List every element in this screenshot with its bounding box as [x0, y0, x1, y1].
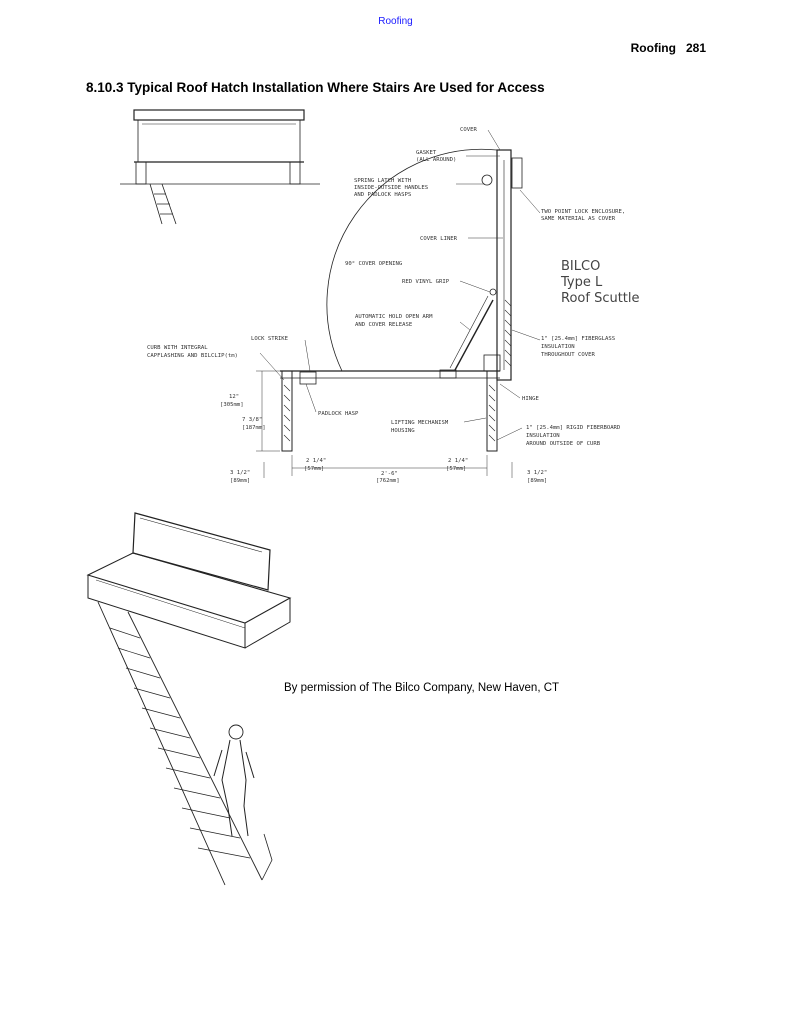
brand-line-2: Type L: [561, 275, 603, 290]
label-twopoint-1: TWO POINT LOCK ENCLOSURE,: [541, 209, 626, 215]
label-opening: 90° COVER OPENING: [345, 261, 403, 267]
page-number: 281: [685, 41, 706, 55]
label-curb-1: CURB WITH INTEGRAL: [147, 345, 208, 351]
dimension-labels: [220, 394, 547, 484]
dim-214r-2: [57mm]: [446, 466, 467, 472]
label-rigid-2: INSULATION: [526, 433, 560, 439]
dim-214l-1: 2 1/4": [306, 458, 327, 464]
label-lock-strike: LOCK STRIKE: [251, 336, 289, 342]
dim-312r-2: [89mm]: [527, 478, 548, 484]
running-head-section: Roofing: [630, 41, 676, 55]
label-twopoint-2: SAME MATERIAL AS COVER: [541, 216, 616, 222]
dimension-lines: [256, 371, 512, 478]
dim-214r-1: 2 1/4": [448, 458, 469, 464]
isometric-hatch: [88, 513, 290, 885]
drawing-labels: [147, 127, 640, 447]
label-curb-2: CAPFLASHING AND BILCLIP(tm): [147, 353, 238, 359]
dim-312r-1: 3 1/2": [527, 470, 548, 476]
dim-12-1: 12": [229, 394, 240, 400]
label-rigid-3: AROUND OUTSIDE OF CURB: [526, 441, 601, 447]
label-padlock: PADLOCK HASP: [318, 411, 359, 417]
section-title: 8.10.3 Typical Roof Hatch Installation Where Stairs Are Used for Access: [86, 80, 545, 95]
label-spring-1: SPRING LATCH WITH: [354, 178, 412, 184]
dim-312l-1: 3 1/2": [230, 470, 251, 476]
label-spring-2: INSIDE-OUTSIDE HANDLES: [354, 185, 429, 191]
top-roofing-link[interactable]: Roofing: [378, 16, 413, 27]
dim-12-2: [305mm]: [220, 402, 244, 408]
label-fiber-2: INSULATION: [541, 344, 575, 350]
brand-line-1: BILCO: [561, 259, 601, 274]
dim-312l-2: [89mm]: [230, 478, 251, 484]
label-grip: RED VINYL GRIP: [402, 279, 450, 285]
leader-lines: [260, 130, 540, 440]
dim-214l-2: [57mm]: [304, 466, 325, 472]
label-gasket-1: GASKET: [416, 150, 437, 156]
dim-26-2: [762mm]: [376, 478, 400, 484]
label-fiber-1: 1" [25.4mm] FIBERGLASS: [541, 336, 616, 342]
label-auto-1: AUTOMATIC HOLD OPEN ARM: [355, 314, 433, 320]
small-elevation: [120, 110, 320, 224]
dim-738-1: 7 3/8": [242, 417, 263, 423]
dim-738-2: [187mm]: [242, 425, 266, 431]
label-spring-3: AND PADLOCK HASPS: [354, 192, 412, 198]
label-gasket-2: (ALL AROUND): [416, 157, 457, 163]
dim-26-1: 2'-6": [381, 471, 398, 477]
label-lifting-1: LIFTING MECHANISM: [391, 420, 449, 426]
label-cover-liner: COVER LINER: [420, 236, 458, 242]
label-auto-2: AND COVER RELEASE: [355, 322, 413, 328]
label-lifting-2: HOUSING: [391, 428, 415, 434]
figure-caption: By permission of The Bilco Company, New Haven, CT: [284, 682, 560, 694]
label-hinge: HINGE: [522, 396, 539, 402]
brand-line-3: Roof Scuttle: [561, 291, 640, 306]
label-cover: COVER: [460, 127, 477, 133]
label-rigid-1: 1" [25.4mm] RIGID FIBERBOARD: [526, 425, 621, 431]
label-fiber-3: THROUGHOUT COVER: [541, 352, 595, 358]
